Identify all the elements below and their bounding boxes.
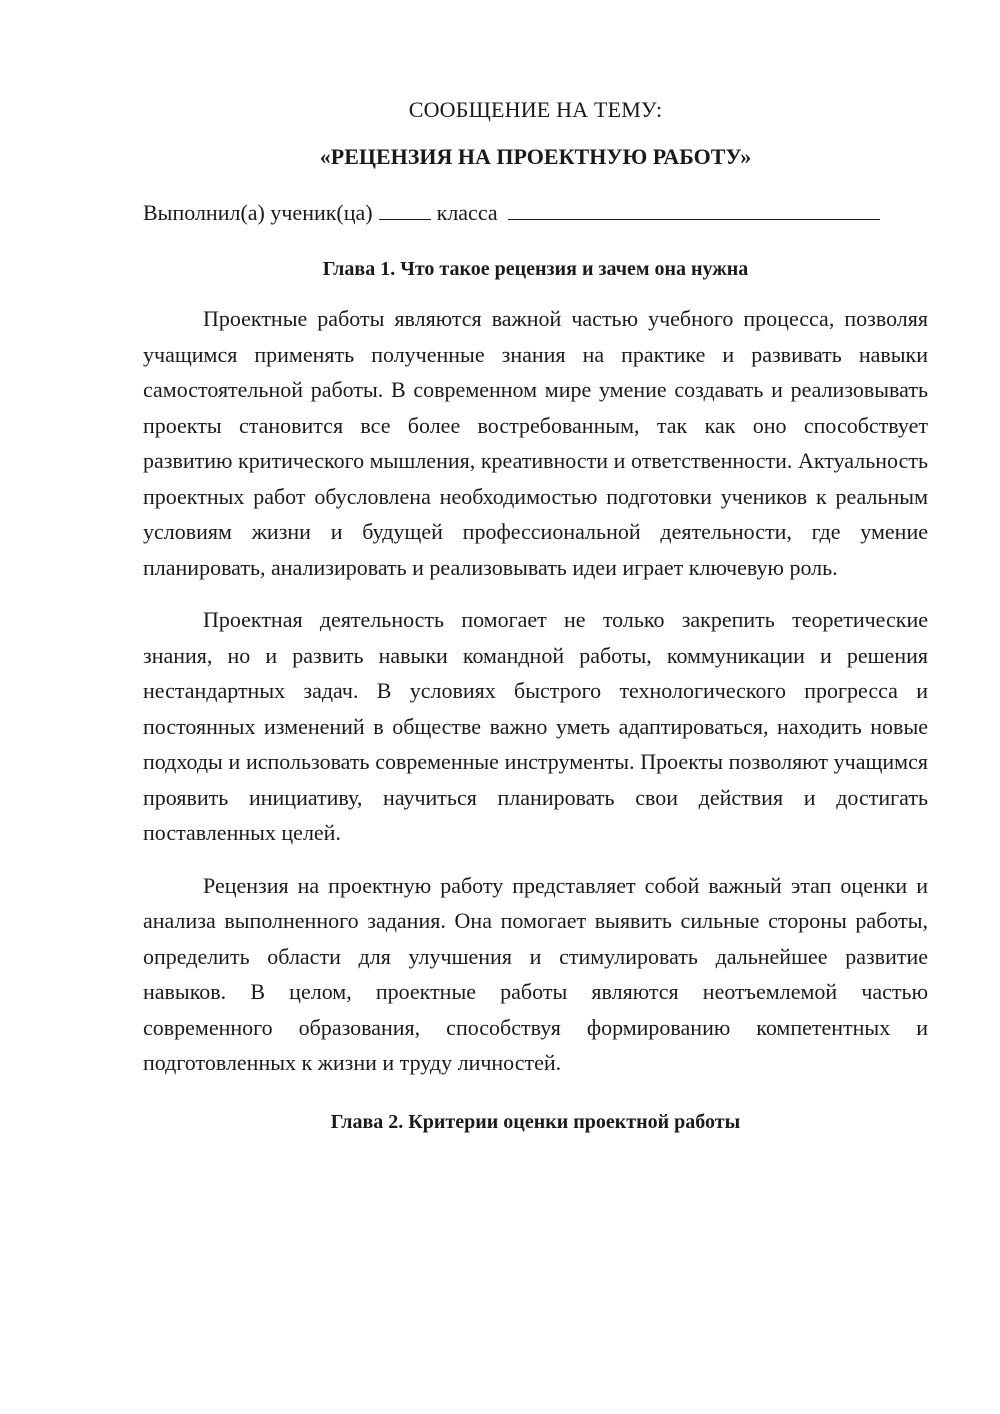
document-page [143,96,928,1136]
author-line [143,199,928,227]
chapter-1-heading: Глава 1. Что такое рецензия и зачем она нужна [322,258,749,280]
grade-blank [379,199,431,220]
paragraph: Проектные работы являются важной частью учебного процесса, позволяя учащимся применять полученные знания на практике и развивать навыки самостоятельной работы. В современном мире умение создавать и реализовывать проекты становится все более востребованным, так как оно способствует развитию критического мышления, креативности и ответственности. Актуальность проектных работ обусловлена необходимостью подготовки учеников к реальным условиям жизни и будущей профессиональной деятельности, где умение планировать, анализировать и реализовывать идеи играет ключевую роль. [143,306,928,580]
document-title-line-2: «РЕЦЕНЗИЯ НА ПРОЕКТНУЮ РАБОТУ» [319,144,752,169]
paragraph: Проектная деятельность помогает не только закрепить теоретические знания, но и развить навыки командной работы, коммуникации и решения нестандартных задач. В условиях быстрого технологического прогресса и постоянных изменений в обществе важно уметь адаптироваться, находить новые подходы и использовать современные инструменты. Проекты позволяют учащимся проявить инициативу, научиться планировать свои действия и достигать поставленных целей. [143,607,928,845]
name-blank [508,199,880,220]
document-title-line-1: СООБЩЕНИЕ НА ТЕМУ: [408,97,663,122]
author-label: Выполнил(а) ученик(ца) [143,200,373,225]
class-label: класса [436,200,498,225]
chapter-2-heading: Глава 2. Критерии оценки проектной работы [330,1110,741,1133]
paragraph: Рецензия на проектную работу представляет собой важный этап оценки и анализа выполненного задания. Она помогает выявить сильные стороны работы, определить области для улучшения и стимулировать дальнейшее развитие навыков. В целом, проектные работы являются неотъемлемой частью современного образования, способствуя формированию компетентных и подготовленных к жизни и труду личностей. [143,872,928,1075]
